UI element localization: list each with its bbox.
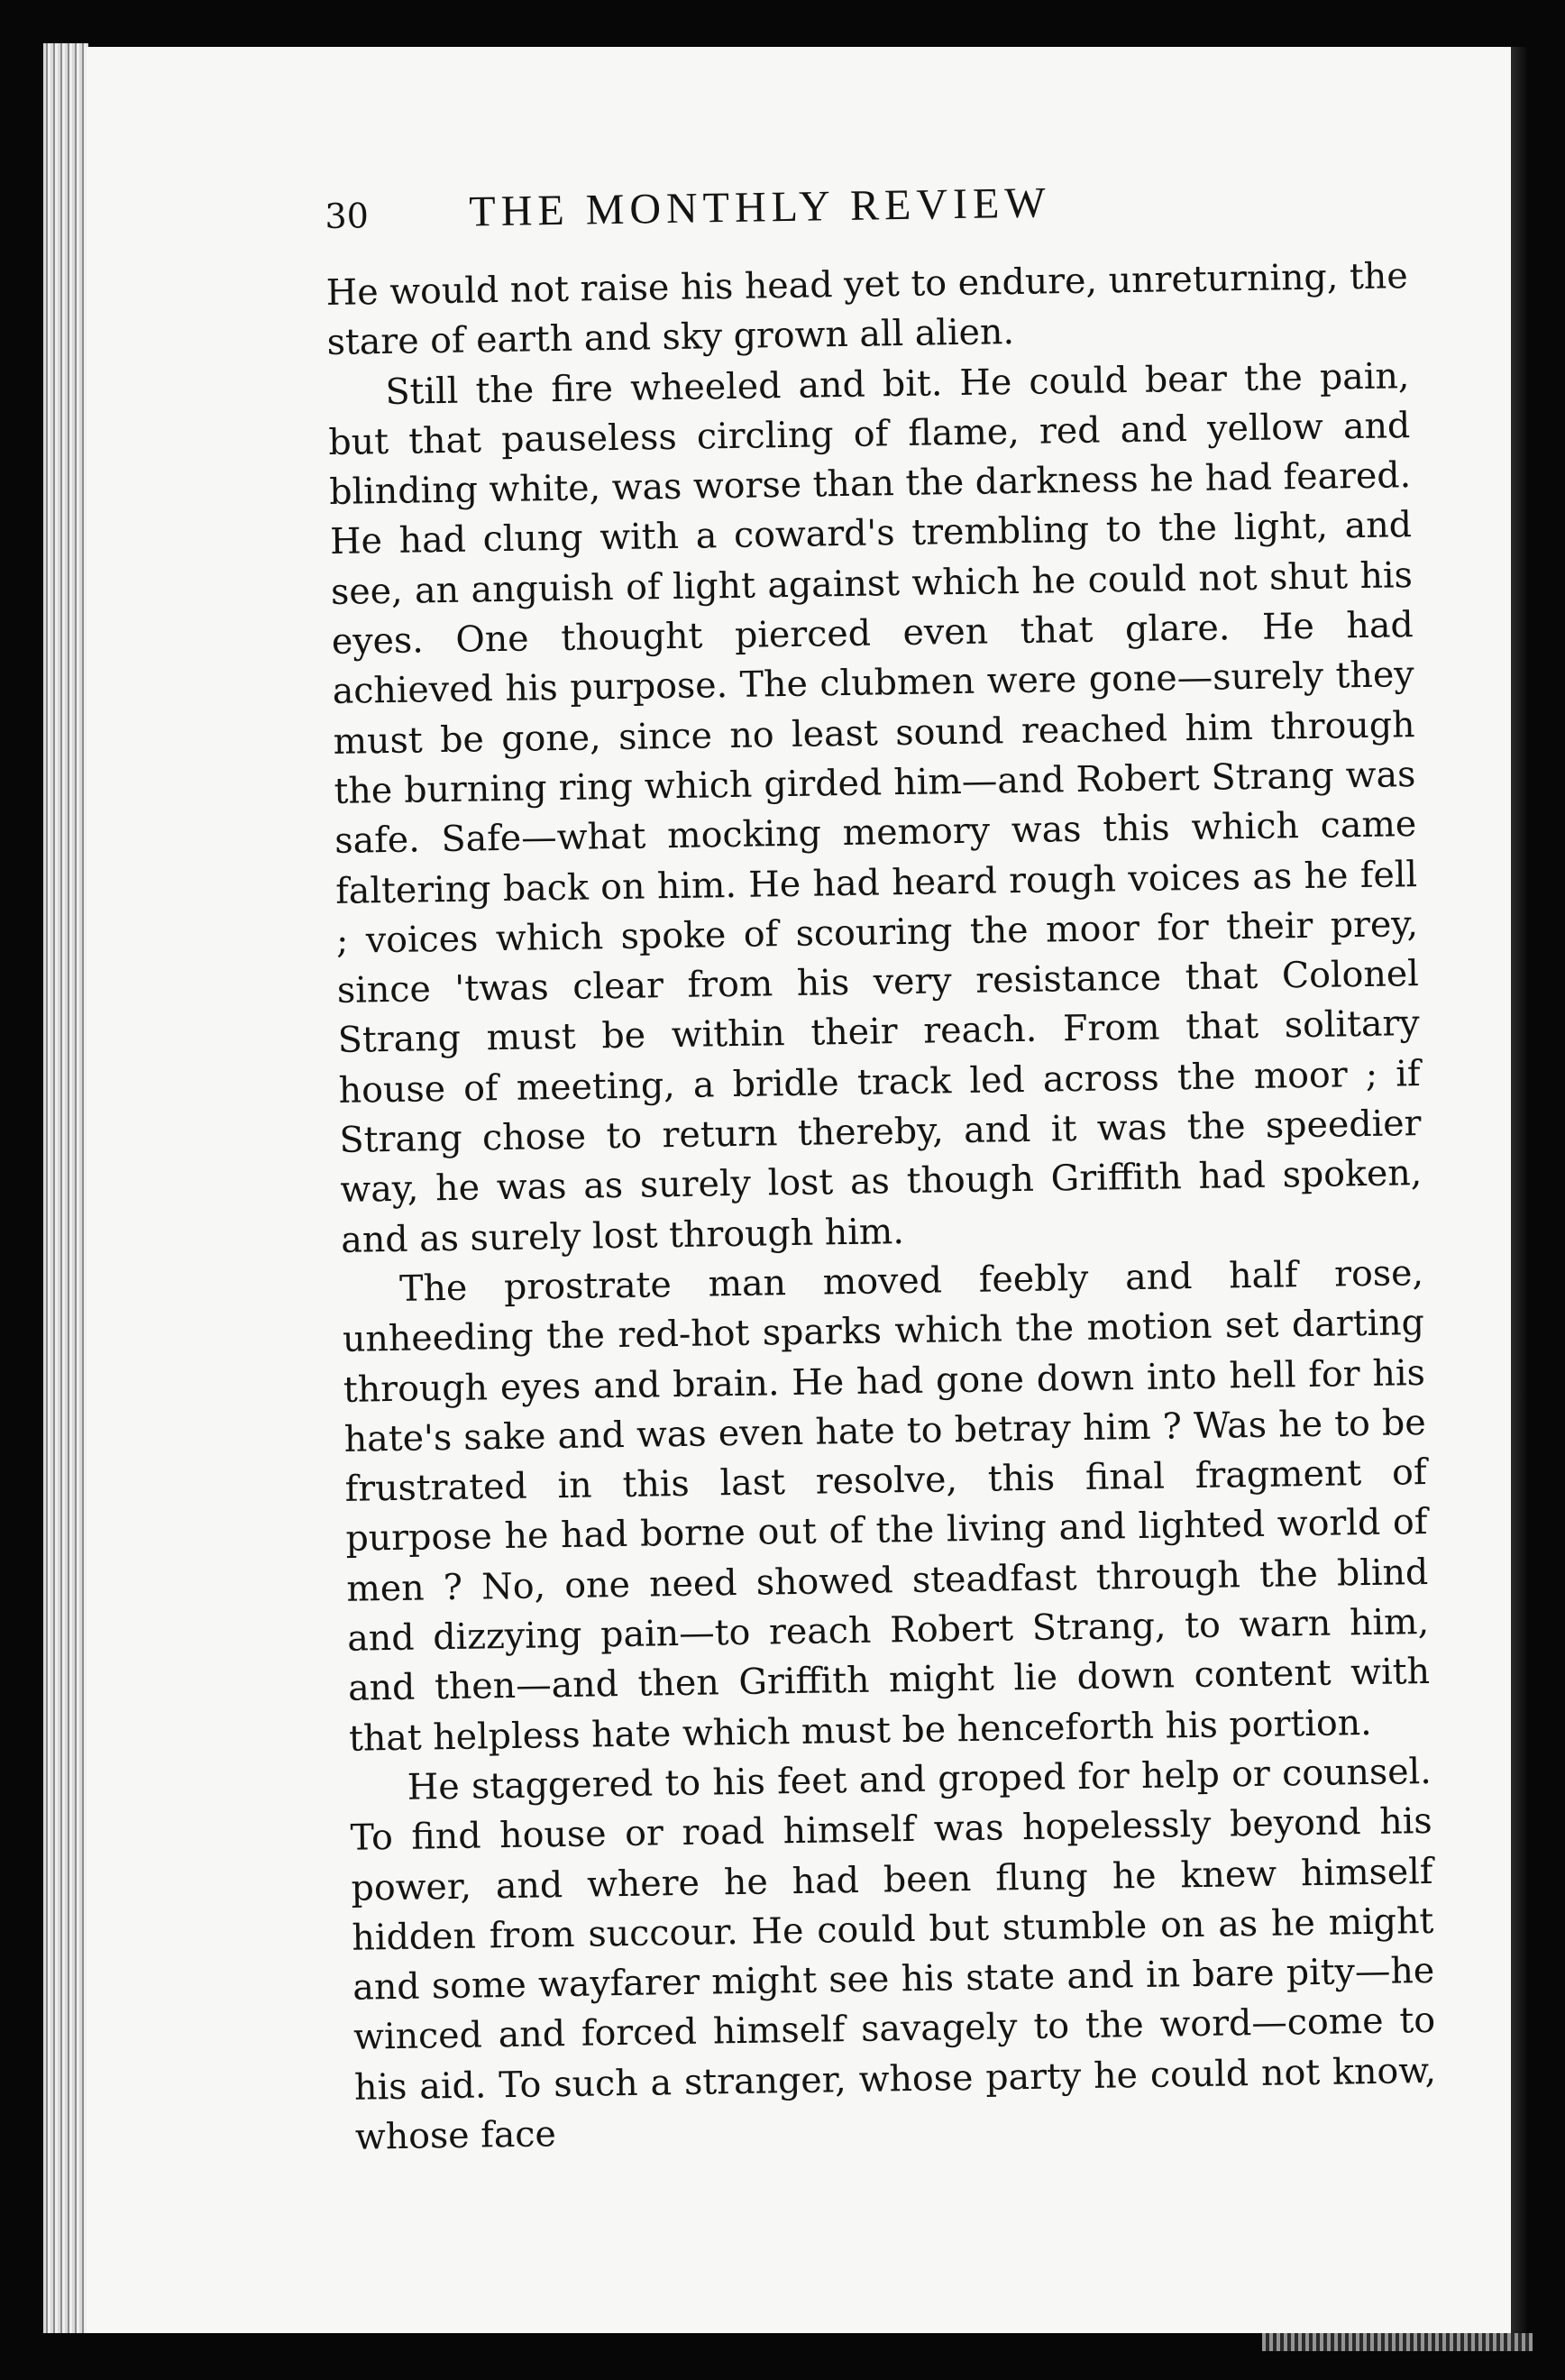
paragraph: He would not raise his head yet to endure, unreturning, the stare of earth and sky grown all alien.: [325, 255, 1409, 364]
gutter-shadow: [1511, 47, 1527, 2333]
page-number: 30: [325, 196, 370, 236]
running-head: THE MONTHLY REVIEW: [468, 178, 1052, 236]
paragraph: Still the fire wheeled and bit. He could bear the pain, but that pauseless circling of flame, red and yellow and blinding white, was worse than the darkness he had feared. He had clung with a coward's trembling to the light, and see, an anguish of light against which he could not shut his eyes. One thought pierced even that glare. He had achieved his purpose. The clubmen were gone—surely they must be gone, since no least sound reached him through the burning ring which girded him—and Robert Strang was safe. Safe—what mocking memory was this which came faltering back on him. He had heard rough voices as he fell ; voices which spoke of scouring the moor for their prey, since 'twas clear from his very resistance that Colonel Strang must be within their reach. From that solitary house of meeting, a bridle track led across the moor ; if Strang chose to return thereby, and it was the speedier way, he was as surely lost as though Griffith had spoken, and as surely lost through him.: [328, 354, 1423, 1261]
page-stack-bottom-edge: [1262, 2333, 1533, 2351]
paragraph: He staggered to his feet and groped for help or counsel. To find house or road himself was hopelessly beyond his power, and where he had been flung he knew himself hidden from succour. He could but stumble on as he might and some wayfarer might see his state and in bare pity—he winced and forced himself savagely to the word—come to his aid. To such a stranger, whose party he could not know, whose face: [350, 1750, 1437, 2158]
page-stack-edge: [43, 43, 88, 2333]
text-block: [325, 172, 1437, 2163]
body-text: [325, 252, 1437, 2163]
paragraph: The prostrate man moved feebly and half rose, unheeding the red-hot sparks which the motion set darting through eyes and brain. He had gone down into hell for his hate's sake and was even hate to betray him ? Was he to be frustrated in this last resolve, this final fragment of purpose he had borne out of the living and lighted world of men ? No, one need showed steadfast through the blind and dizzying pain—to reach Robert Strang, to warn him, and then—and then Griffith might lie down content with that helpless hate which must be henceforth his portion.: [342, 1251, 1431, 1760]
